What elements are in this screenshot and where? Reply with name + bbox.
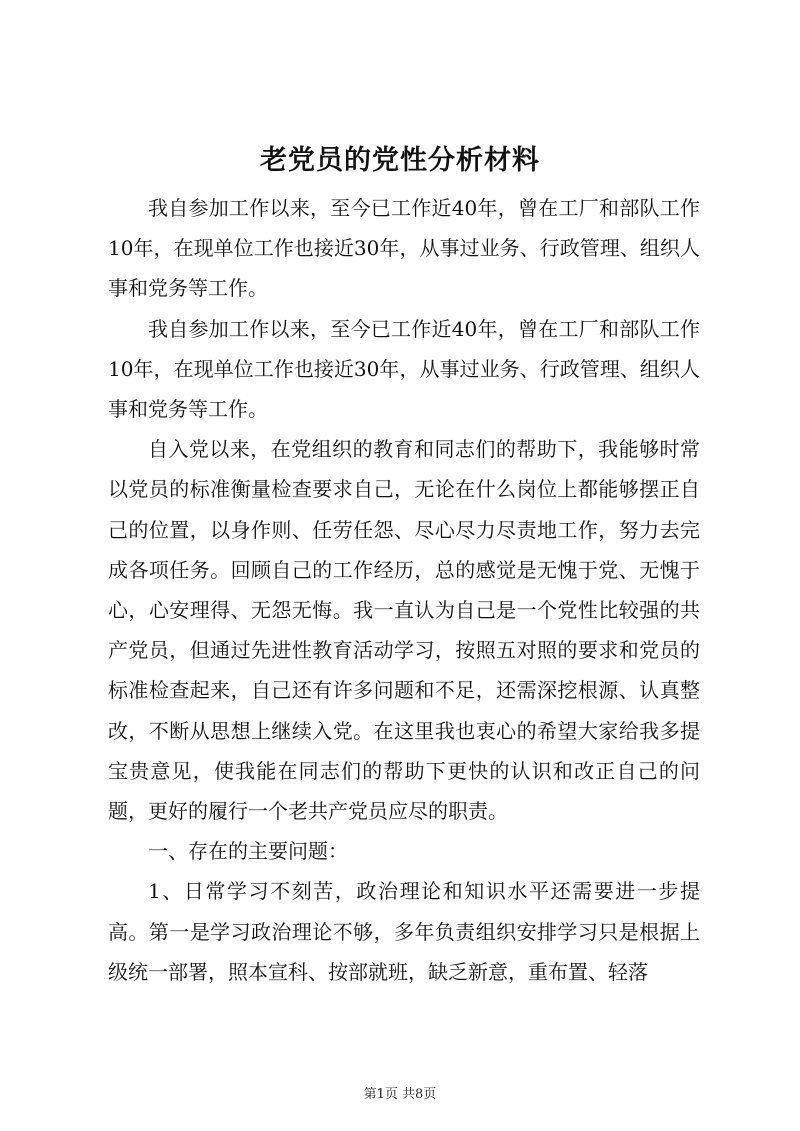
document-title: 老党员的党性分析材料 (260, 145, 540, 176)
document-body (108, 188, 700, 992)
paragraph: 1、日常学习不刻苦，政治理论和知识水平还需要进一步提高。第一是学习政治理论不够，多年负责组织安排学习只是根据上级统一部署，照本宣科、按部就班，缺乏新意，重布置、轻落 (108, 879, 700, 984)
paragraph: 我自参加工作以来，至今已工作近40年，曾在工厂和部队工作10年，在现单位工作也接近30年，从事过业务、行政管理、组织人事和党务等工作。 (108, 196, 700, 301)
paragraph: 我自参加工作以来，至今已工作近40年，曾在工厂和部队工作10年，在现单位工作也接近30年，从事过业务、行政管理、组织人事和党务等工作。 (108, 316, 700, 422)
section-heading: 一、存在的主要问题： (148, 839, 348, 864)
page-number-footer: 第1页 共8页 (363, 1087, 437, 1102)
paragraph: 自入党以来，在党组织的教育和同志们的帮助下，我能够时常以党员的标准衡量检查要求自己，无论在什么岗位上都能够摆正自己的位置，以身作则、任劳任怨、尽心尽力尽责地工作，努力去完成各项任务。回顾自己的工作经历，总的感觉是无愧于党、无愧于心，心安理得、无怨无悔。我一直认为自己是一个党性比较强的共产党员，但通过先进性教育活动学习，按照五对照的要求和党员的标准检查起来，自己还有许多问题和不足，还需深挖根源、认真整改，不断从思想上继续入党。在这里我也衷心的希望大家给我多提宝贵意见，使我能在同志们的帮助下更快的认识和改正自己的问题，更好的履行一个老共产党员应尽的职责。 (108, 437, 700, 824)
